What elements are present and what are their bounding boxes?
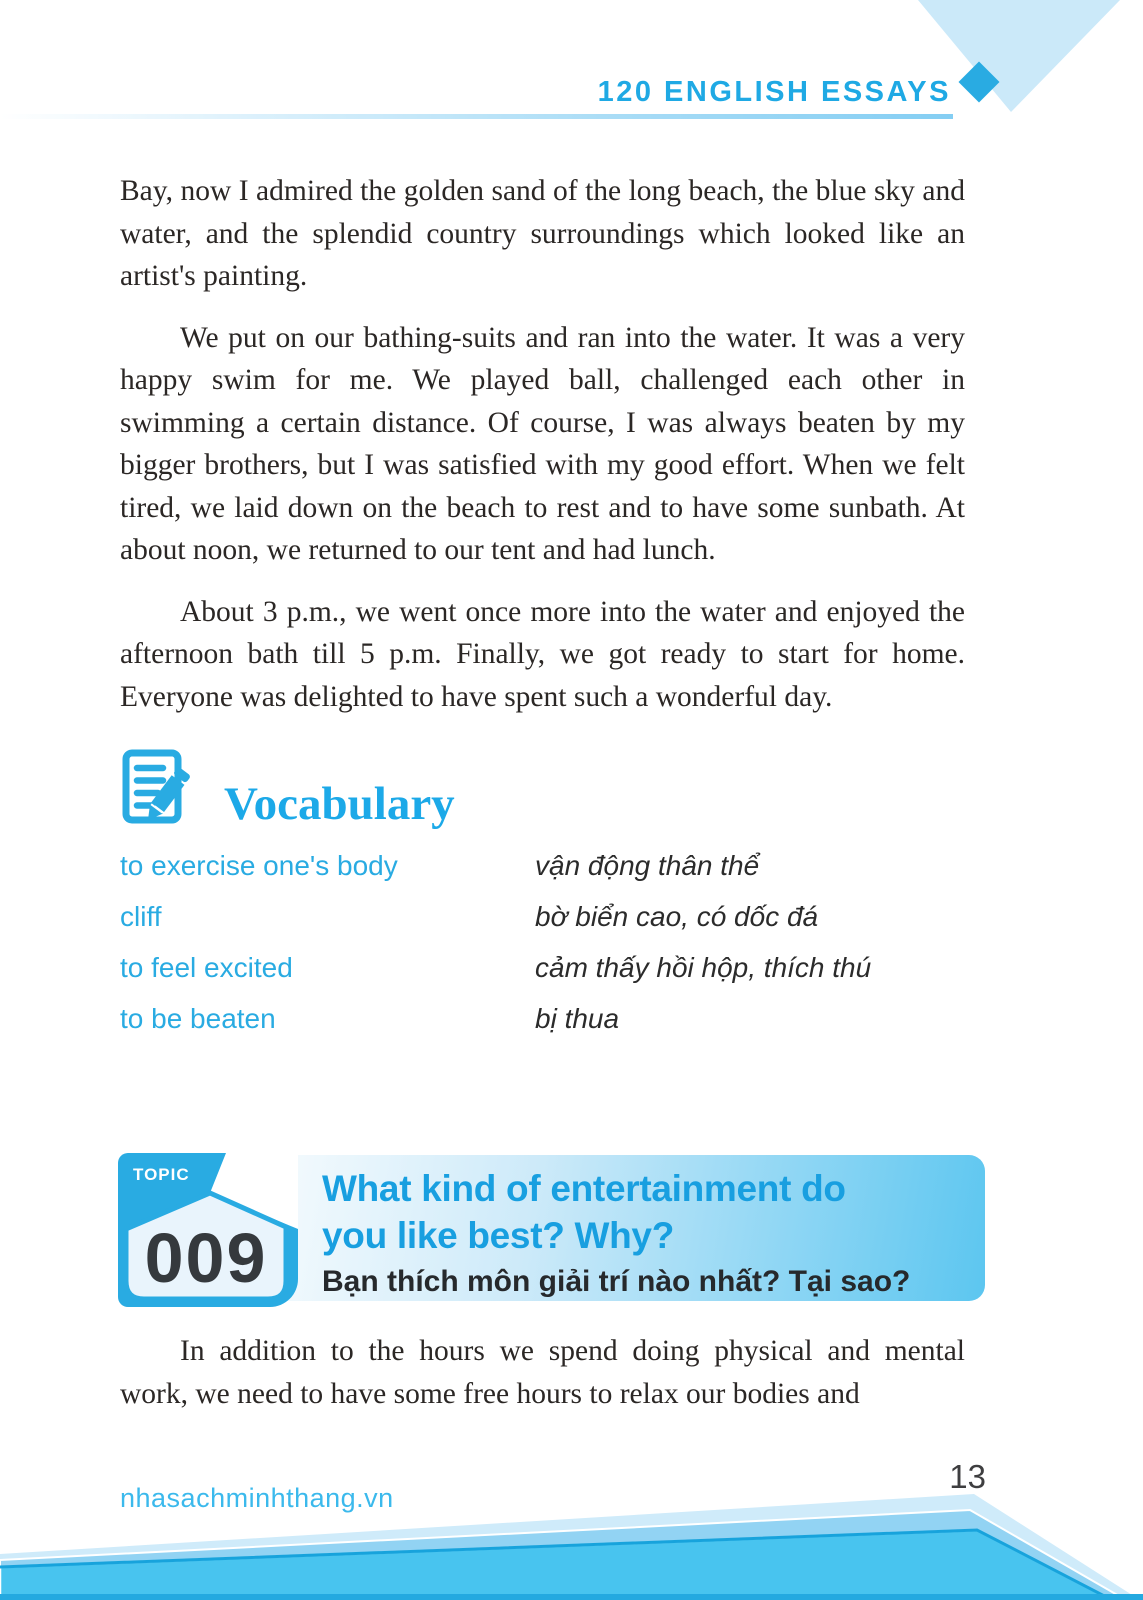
vocabulary-row — [120, 901, 965, 933]
essay-paragraph: In addition to the hours we spend doing physical and mental work, we need to have some free hours to relax our bodies and — [120, 1335, 965, 1410]
vocab-translation: bị thua — [535, 1003, 620, 1034]
vocab-translation: cảm thấy hồi hộp, thích thú — [535, 952, 872, 983]
topic-banner — [252, 1155, 985, 1301]
essay-body — [120, 170, 965, 718]
vocabulary-list — [120, 850, 965, 1054]
header-rule — [0, 114, 953, 119]
vocabulary-row — [120, 1003, 965, 1035]
vocab-term: to be beaten — [120, 1003, 276, 1034]
topic-badge-number: 009 — [144, 1219, 268, 1297]
bottom-strip — [0, 1594, 1143, 1600]
vocab-translation: bờ biển cao, có dốc đá — [535, 901, 819, 932]
topic-number-badge — [118, 1153, 298, 1307]
vocabulary-row — [120, 952, 965, 984]
topic-title-en-line2: you like best? Why? — [322, 1215, 675, 1256]
vocab-term: cliff — [120, 901, 162, 932]
notepad-pencil-icon — [118, 742, 206, 830]
publisher-website: nhasachminhthang.vn — [120, 1483, 394, 1513]
vocabulary-header — [118, 742, 455, 830]
essay-paragraph: About 3 p.m., we went once more into the water and enjoyed the afternoon bath till 5 p.m. Finally, we got ready to start for home. Everyone was delighted to have spent such a wonderful day. — [120, 595, 965, 713]
next-essay-body — [120, 1330, 965, 1416]
topic-title-vi: Bạn thích môn giải trí nào nhất? Tại sao? — [322, 1265, 911, 1298]
book-title: 120 ENGLISH ESSAYS — [597, 76, 951, 108]
topic-badge-label: TOPIC — [133, 1165, 190, 1184]
vocab-term: to exercise one's body — [120, 850, 398, 881]
vocabulary-row — [120, 850, 965, 882]
essay-paragraph: We put on our bathing-suits and ran into the water. It was a very happy swim for me. We played ball, challenged each other in swimming a certain distance. Of course, I was always beaten by my bigger brothers, but I was satisfied with my good effort. When we felt tired, we laid down on the beach to rest and to have some sunbath. At about noon, we returned to our tent and had lunch. — [120, 321, 965, 566]
essay-paragraph: Bay, now I admired the golden sand of the long beach, the blue sky and water, and the splendid country surroundings which looked like an artist's painting. — [120, 175, 965, 292]
vocab-translation: vận động thân thể — [535, 850, 760, 881]
vocabulary-title: Vocabulary — [224, 778, 455, 830]
topic-title-en-line1: What kind of entertainment do — [322, 1168, 846, 1209]
page-number: 13 — [949, 1458, 986, 1495]
vocab-term: to feel excited — [120, 952, 293, 983]
